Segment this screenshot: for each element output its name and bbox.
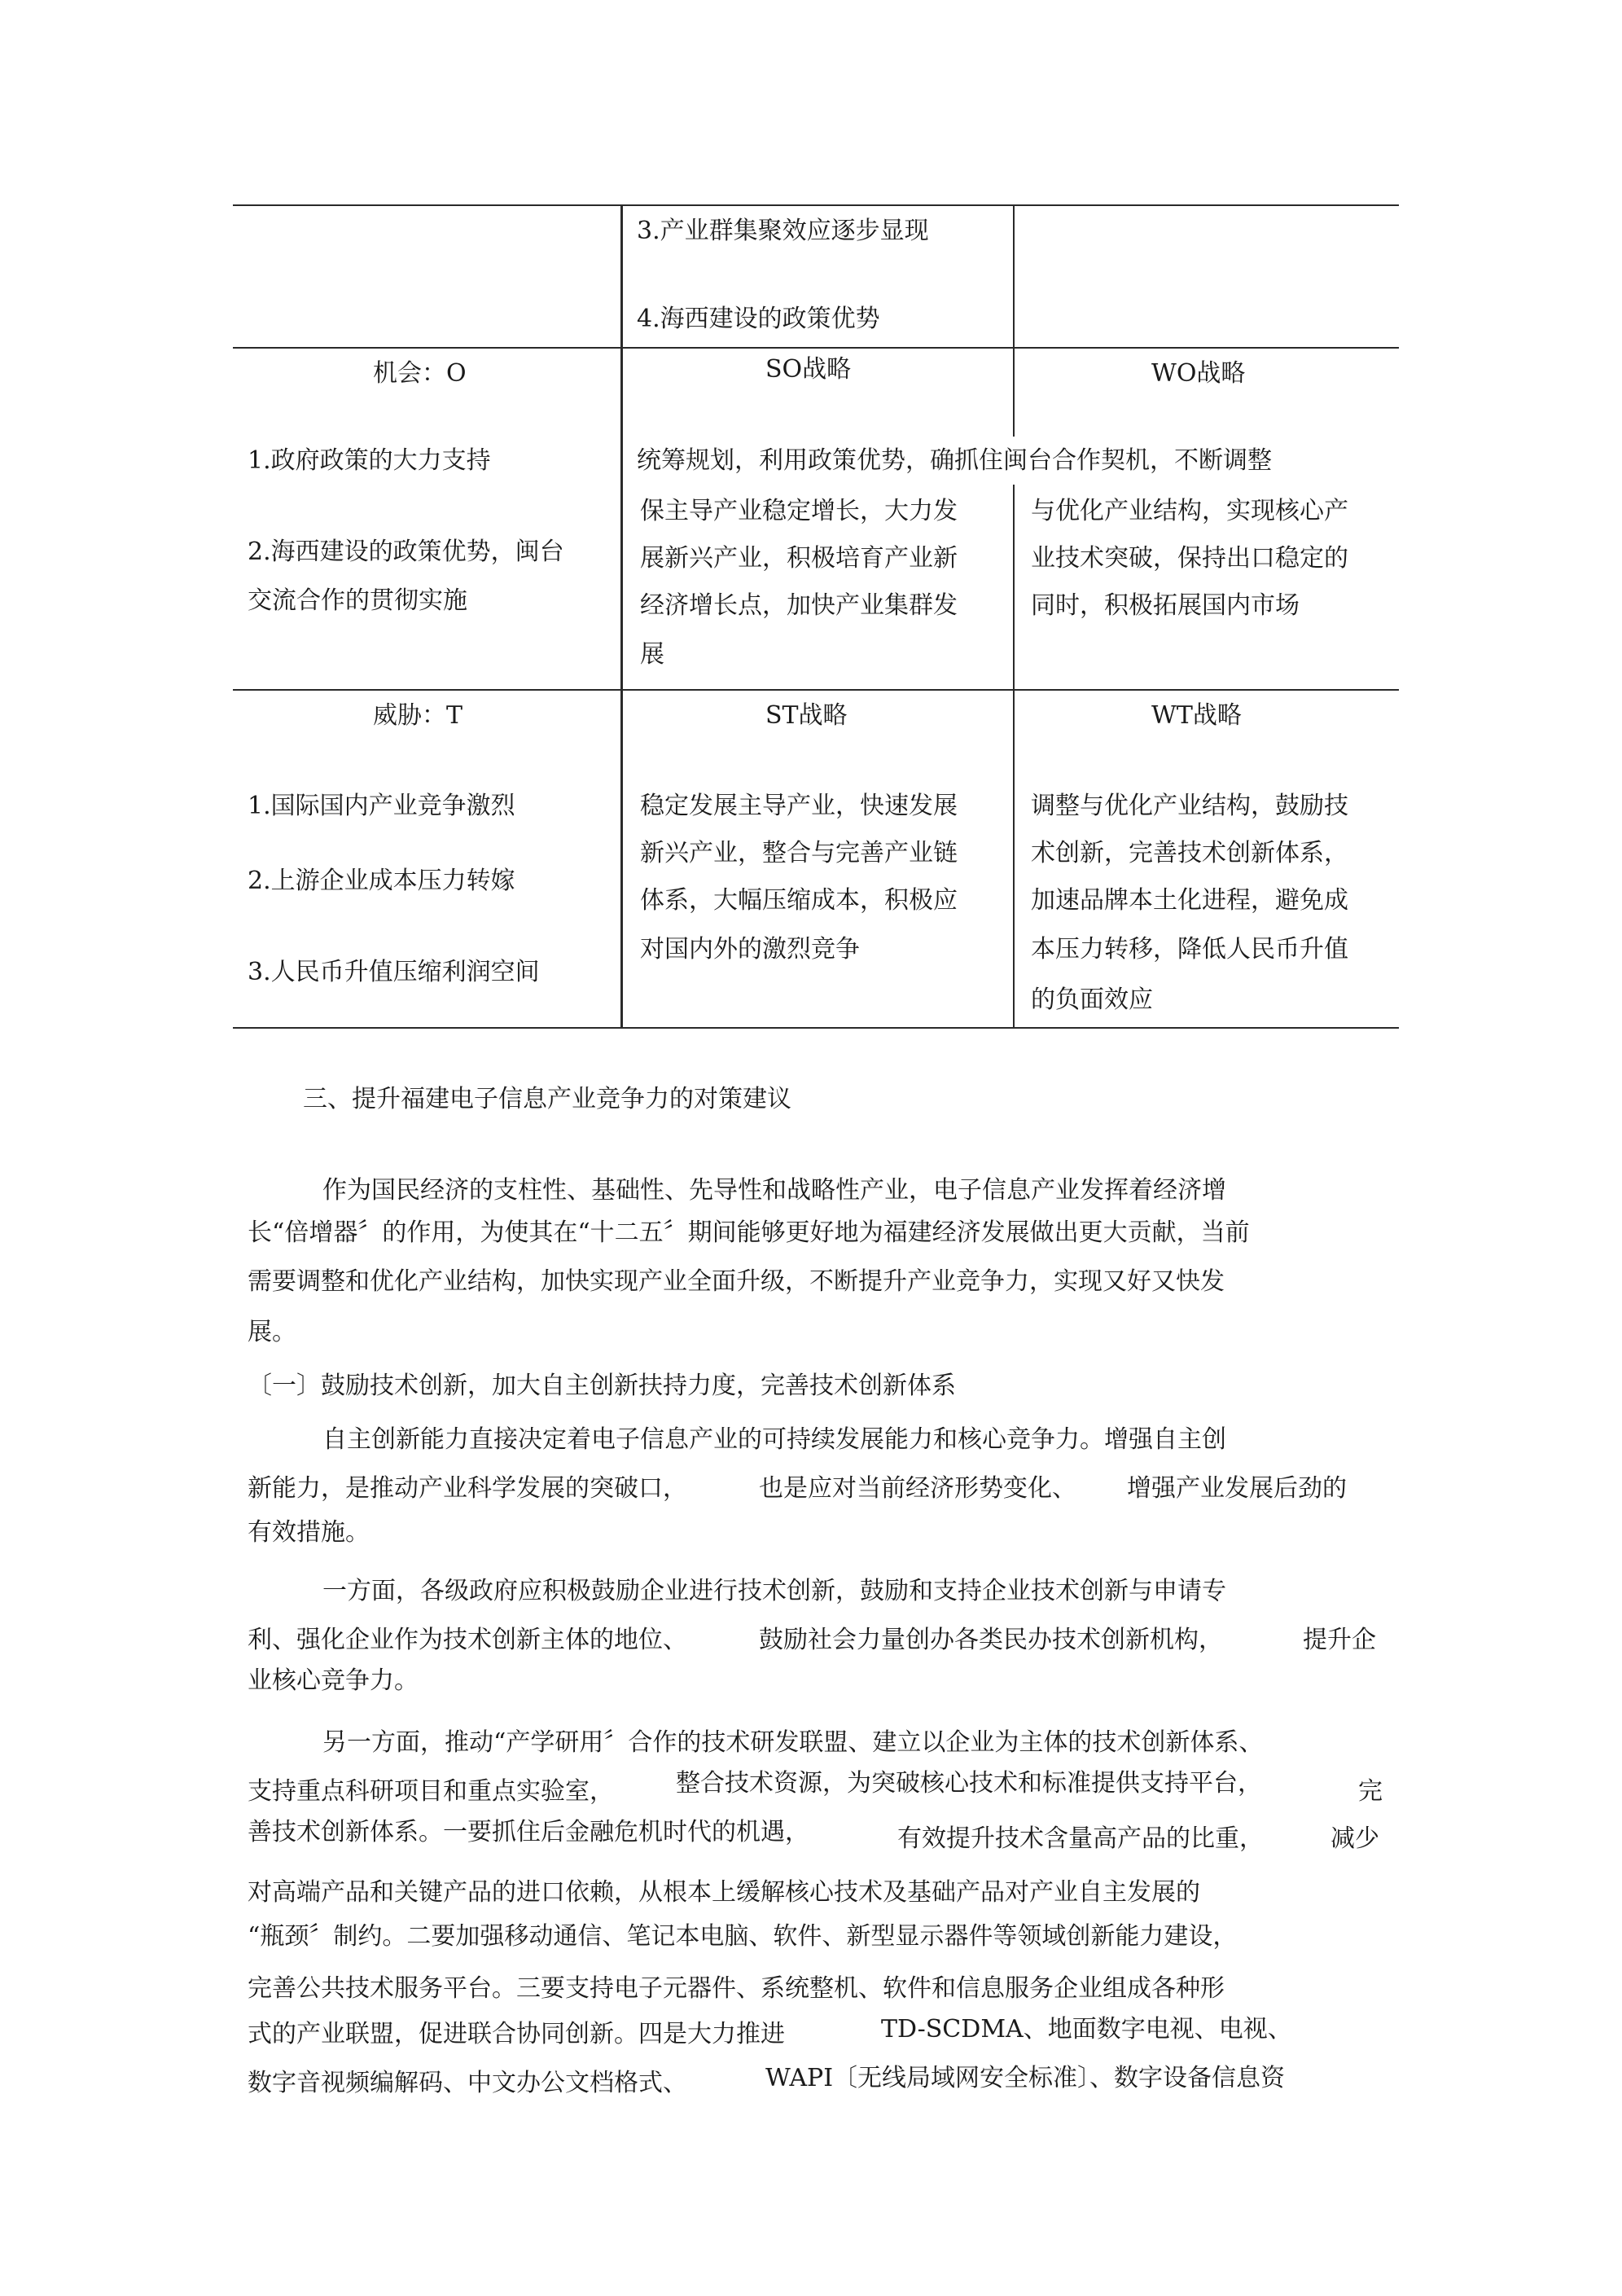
intro-paragraph-line: 需要调整和优化产业结构，加快实现产业全面升级，不断提升产业竞争力，实现又好又快发: [248, 1267, 1225, 1296]
wt-strategy-line: 术创新，完善技术创新体系，: [1031, 839, 1348, 867]
paragraph-line: “瓶颈〞制约。二要加强移动通信、笔记本电脑、软件、新型显示器件等领域创新能力建设，: [248, 1922, 1238, 1951]
intro-paragraph-line: 作为国民经济的支柱性、基础性、先导性和战略性产业，电子信息产业发挥着经济增: [322, 1176, 1226, 1205]
paragraph-line: 式的产业联盟，促进联合协同创新。四是大力推进: [248, 2020, 785, 2048]
opportunities-label: 机会：O: [373, 359, 467, 388]
table-rule-1: [233, 347, 1399, 349]
paragraph-line: 业核心竞争力。: [248, 1666, 419, 1695]
table-rule-2: [233, 689, 1399, 691]
paragraph-line: 提升企: [1303, 1626, 1376, 1654]
paragraph-line: 完: [1358, 1777, 1383, 1806]
table-rule-top: [233, 204, 1399, 206]
so-strategy-line: 展新兴产业，积极培育产业新: [640, 544, 958, 573]
table-rule-bottom: [233, 1027, 1399, 1029]
so-strategy-line: 经济增长点，加快产业集群发: [640, 591, 958, 620]
paragraph-line: 另一方面，推动“产学研用〞合作的技术研发联盟、建立以企业为主体的技术创新体系、: [322, 1728, 1264, 1757]
paragraph-line: 完善公共技术服务平台。三要支持电子元器件、系统整机、软件和信息服务企业组成各种形: [248, 1974, 1225, 2003]
paragraph-line: 整合技术资源，为突破核心技术和标准提供支持平台，: [676, 1769, 1262, 1798]
st-strategy-line: 对国内外的激烈竞争: [640, 935, 860, 964]
section-heading: 三、提升福建电子信息产业竞争力的对策建议: [303, 1085, 791, 1113]
so-strategy-header: SO战略: [765, 355, 852, 384]
paragraph-line: TD-SCDMA、地面数字电视、电视、: [881, 2015, 1292, 2044]
paragraph-line: 减少: [1330, 1824, 1379, 1853]
paragraph-line: 有效提升技术含量高产品的比重，: [897, 1824, 1264, 1853]
strength-item-3: 3.产业群集聚效应逐步显现: [637, 217, 929, 245]
opportunity-item: 1.政府政策的大力支持: [248, 446, 491, 475]
wo-strategy-line: 与优化产业结构，实现核心产: [1031, 497, 1348, 525]
paragraph-line: 数字音视频编解码、中文办公文档格式、: [248, 2069, 687, 2097]
table-col-divider-2-top: [1013, 204, 1015, 437]
wt-strategy-line: 本压力转移，降低人民币升值: [1031, 935, 1348, 964]
paragraph-line: WAPI〔无线局域网安全标准〕、数字设备信息资: [765, 2064, 1286, 2092]
so-strategy-line: 展: [640, 640, 664, 669]
opportunity-item: 2.海西建设的政策优势，闽台: [248, 538, 564, 566]
threats-label: 威胁：T: [373, 701, 463, 730]
st-strategy-line: 新兴产业，整合与完善产业链: [640, 839, 958, 867]
st-strategy-line: 体系，大幅压缩成本，积极应: [640, 886, 958, 915]
threat-item: 3.人民币升值压缩利润空间: [248, 958, 540, 986]
paragraph-line: 支持重点科研项目和重点实验室，: [248, 1777, 614, 1806]
paragraph-line: 新能力，是推动产业科学发展的突破口，: [248, 1474, 687, 1503]
strength-item-4: 4.海西建设的政策优势: [637, 305, 880, 333]
st-strategy-header: ST战略: [765, 701, 848, 730]
st-strategy-line: 稳定发展主导产业，快速发展: [640, 792, 958, 820]
wt-strategy-line: 加速品牌本土化进程，避免成: [1031, 886, 1348, 915]
wt-strategy-line: 调整与优化产业结构，鼓励技: [1031, 792, 1348, 820]
so-strategy-line: 保主导产业稳定增长，大力发: [640, 497, 958, 525]
paragraph-line: 对高端产品和关键产品的进口依赖，从根本上缓解核心技术及基础产品对产业自主发展的: [248, 1878, 1200, 1907]
paragraph-line: 善技术创新体系。一要抓住后金融危机时代的机遇，: [248, 1818, 809, 1846]
paragraph-line: 自主创新能力直接决定着电子信息产业的可持续发展能力和核心竞争力。增强自主创: [322, 1425, 1226, 1454]
wo-strategy-line: 业技术突破，保持出口稳定的: [1031, 544, 1348, 573]
opportunity-item-continued: 交流合作的贯彻实施: [248, 586, 467, 615]
paragraph-line: 增强产业发展后劲的: [1127, 1474, 1347, 1503]
wo-strategy-header: WO战略: [1151, 359, 1246, 388]
sub-heading: 〔一〕鼓励技术创新，加大自主创新扶持力度，完善技术创新体系: [248, 1372, 956, 1400]
wt-strategy-line: 的负面效应: [1031, 986, 1153, 1014]
paragraph-line: 利、强化企业作为技术创新主体的地位、: [248, 1626, 687, 1654]
paragraph-line: 一方面，各级政府应积极鼓励企业进行技术创新，鼓励和支持企业技术创新与申请专: [322, 1577, 1226, 1605]
threat-item: 1.国际国内产业竞争激烈: [248, 792, 515, 820]
intro-paragraph-line: 长“倍增器〞的作用，为使其在“十二五〞期间能够更好地为福建经济发展做出更大贡献，当前: [248, 1218, 1250, 1247]
intro-paragraph-line: 展。: [248, 1318, 296, 1346]
threat-item: 2.上游企业成本压力转嫁: [248, 867, 515, 895]
so-strategy-line: 统筹规划，利用政策优势，确抓住闽台合作契机，不断调整: [637, 446, 1272, 475]
paragraph-line: 也是应对当前经济形势变化、: [759, 1474, 1076, 1503]
wt-strategy-header: WT战略: [1151, 701, 1242, 730]
wo-strategy-line: 同时，积极拓展国内市场: [1031, 591, 1300, 620]
table-col-divider-2-bottom: [1013, 485, 1015, 1029]
table-col-divider-1: [620, 204, 623, 1029]
paragraph-line: 有效措施。: [248, 1518, 370, 1547]
paragraph-line: 鼓励社会力量创办各类民办技术创新机构，: [759, 1626, 1223, 1654]
